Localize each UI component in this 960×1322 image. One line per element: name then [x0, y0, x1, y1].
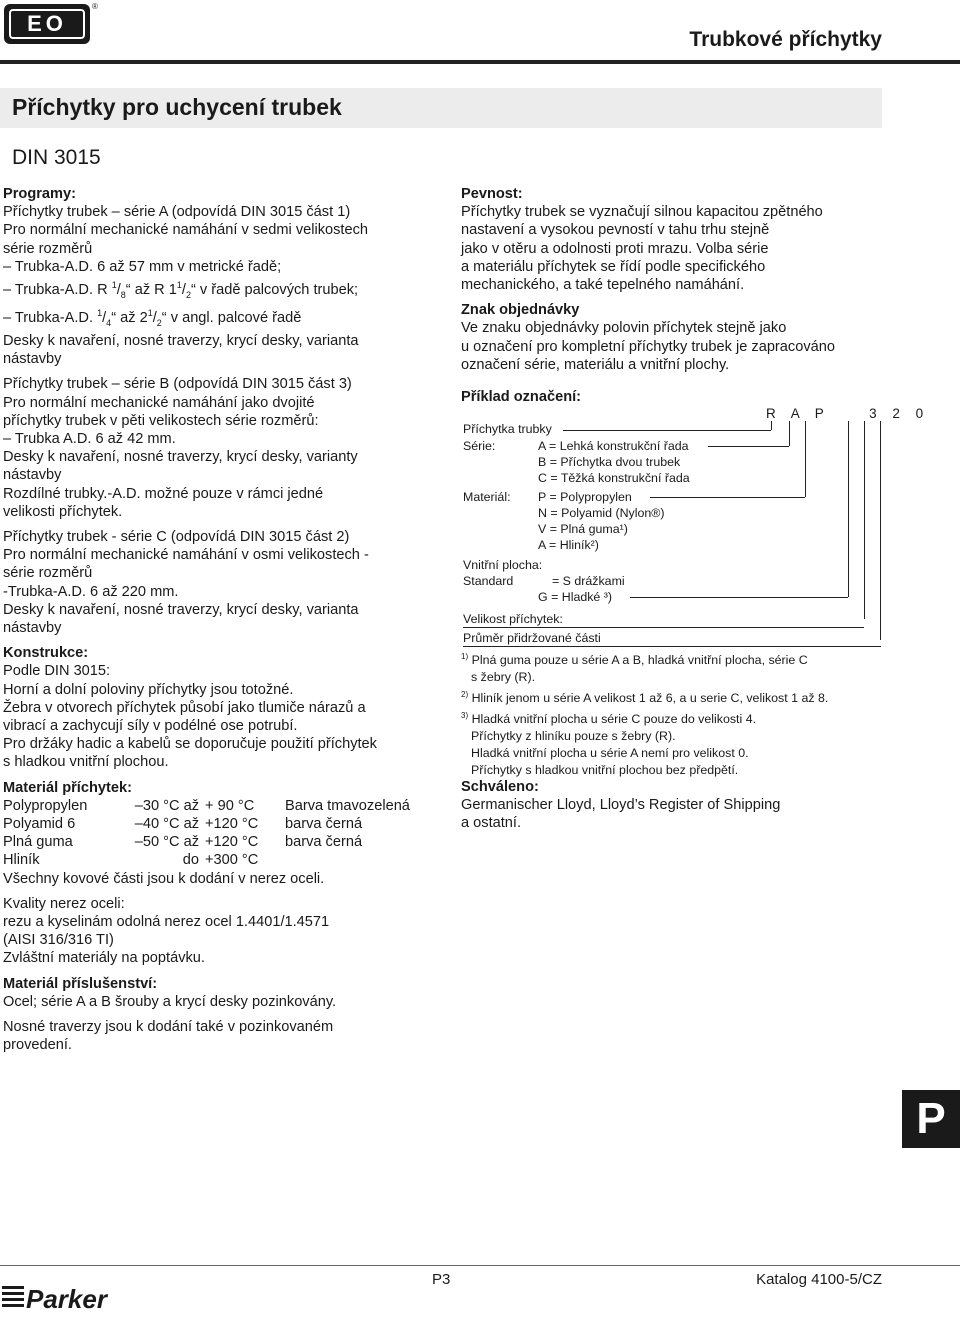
order-code-text: označení série, materiálu a vnitřní plochy. — [461, 356, 730, 373]
connector-line — [864, 421, 865, 619]
material-from: –50 °C až — [134, 834, 199, 851]
strength-text: nastavení a vysokou pevností v tahu trhu stejně — [461, 222, 770, 239]
series-b-text: Pro normální mechanické namáhání jako dvojité — [3, 394, 315, 411]
construction-text: Pro držáky hadic a kabelů se doporučuje použití příchytek — [3, 736, 377, 753]
material-to: +120 °C — [205, 834, 259, 851]
registered-mark: ® — [92, 2, 98, 11]
accessories-text: provedení. — [3, 1037, 72, 1054]
connector-line — [805, 421, 806, 497]
code-digits: 3 2 0 — [869, 406, 930, 421]
series-a-inch-line: – Trubka-A.D. R $^1/_8“$ až R $1^1/_2“$ v řadě palcových trubek; — [3, 280, 359, 300]
material-name: Polyamid 6 — [3, 816, 76, 833]
series-c-text: Pro normální mechanické namáhání v osmi velikostech - — [3, 547, 369, 564]
series-c-title: Příchytky trubek - série C (odpovídá DIN 3015 část 2) — [3, 528, 350, 545]
series-a-text: série rozměrů — [3, 240, 93, 257]
series-c-text: Desky k navaření, nosné traverzy, krycí desky, varianta — [3, 601, 359, 618]
series-b-text: příchytky trubek v pěti velikostech série rozměrů: — [3, 412, 319, 429]
series-a-text: nástavby — [3, 351, 62, 368]
material-to: + 90 °C — [205, 797, 255, 814]
series-a-text: Pro normální mechanické namáhání v sedmi velikostech — [3, 222, 369, 239]
catalog-number: Katalog 4100-5/CZ — [756, 1271, 882, 1288]
footnote-3-cont: Příchytky z hliníku pouze s žebry (R). — [471, 729, 676, 744]
material-name: Polypropylen — [3, 797, 88, 814]
eo-logo — [4, 4, 90, 44]
material-name: Plná guma — [3, 834, 73, 851]
page-header-title: Trubkové příchytky — [689, 28, 882, 51]
order-code-text: Ve znaku objednávky polovin příchytek stejně jako — [461, 320, 787, 337]
strength-text: a materiálu příchytek se řídí podle specifického — [461, 258, 766, 275]
series-c-text: série rozměrů — [3, 565, 93, 582]
material-v-option: V = Plná guma¹) — [538, 522, 628, 536]
standard-label: DIN 3015 — [12, 146, 101, 169]
accessories-heading: Materiál příslušenství: — [3, 975, 158, 992]
table-row — [3, 797, 410, 815]
inner-surface-g-option: G = Hladké ³) — [538, 590, 613, 604]
connector-line — [563, 430, 771, 431]
series-a-option: A = Lehká konstrukční řada — [538, 439, 689, 453]
material-color — [285, 851, 410, 869]
clamp-label: Příchytka trubky — [463, 422, 552, 436]
material-to: +300 °C — [205, 852, 259, 869]
strength-text: mechanického, a také tepelného namáhání. — [461, 277, 745, 294]
parker-logo-graphic — [2, 1278, 124, 1316]
footnote-3: $^{3)}$ Hladká vnitřní plocha u série C pouze do velikosti 4. — [461, 711, 757, 727]
connector-line — [463, 627, 864, 628]
material-color: barva černá — [285, 834, 363, 851]
section-tab: P — [902, 1090, 960, 1148]
steel-quality-text: Kvality nerez oceli: — [3, 895, 125, 912]
strength-heading: Pevnost: — [461, 186, 523, 202]
series-b-option: B = Příchytka dvou trubek — [538, 455, 681, 469]
example-code — [766, 406, 929, 421]
series-c-text: -Trubka-A.D. 6 až 220 mm. — [3, 583, 179, 600]
example-heading: Příklad označení: — [461, 389, 582, 406]
series-label: Série: — [463, 439, 496, 453]
connector-line — [848, 421, 849, 597]
series-b-text: Rozdílné trubky.-A.D. možné pouze v rámci jedné — [3, 485, 324, 502]
series-a-title: Příchytky trubek – série A (odpovídá DIN 3015 část 1) — [3, 204, 351, 221]
series-b-text: velikosti příchytek. — [3, 503, 123, 520]
order-code-text: u označení pro kompletní příchytky trubek je zapracováno — [461, 338, 835, 355]
programs-heading: Programy: — [3, 186, 76, 202]
material-heading: Materiál příchytek: — [3, 779, 132, 796]
parker-logo — [2, 1278, 124, 1316]
accessories-text: Ocel; série A a B šrouby a krycí desky pozinkovány. — [3, 993, 337, 1010]
material-label: Materiál: — [463, 490, 511, 504]
inner-surface-s-option: = S drážkami — [552, 574, 625, 588]
table-row — [3, 815, 410, 833]
table-row — [3, 833, 410, 851]
standard-label: Standard — [463, 574, 514, 588]
approval-block — [461, 778, 891, 833]
series-a-text: – Trubka-A.D. 6 až 57 mm v metrické řadě; — [3, 258, 282, 275]
connector-line — [650, 497, 805, 498]
footnotes — [461, 646, 891, 779]
steel-quality-text: Zvláštní materiály na poptávku. — [3, 950, 205, 967]
diameter-label: Průměr přidržované části — [463, 631, 601, 645]
approval-heading: Schváleno: — [461, 779, 539, 795]
section-banner — [0, 88, 882, 128]
series-c-text: nástavby — [3, 620, 62, 636]
left-column — [3, 185, 423, 1054]
footnote-2: $^{2)}$ Hliník jenom u série A velikost 1 až 6, a u serie C, velikost 1 až 8. — [461, 690, 829, 706]
connector-line — [880, 421, 881, 640]
parker-logo-text: Parker — [26, 1284, 107, 1314]
approval-text: a ostatní. — [461, 815, 522, 832]
connector-line — [771, 421, 772, 430]
material-p-option: P = Polypropylen — [538, 490, 632, 504]
footnote-1-cont: s žebry (R). — [471, 670, 536, 685]
series-b-text: – Trubka A.D. 6 až 42 mm. — [3, 430, 176, 447]
connector-line — [789, 421, 790, 446]
material-to: +120 °C — [205, 816, 259, 833]
connector-line — [630, 597, 848, 598]
series-c-option: C = Těžká konstrukční řada — [538, 471, 690, 485]
footnote-3-cont: Hladká vnitřní plocha u série A nemí pro velikost 0. — [471, 746, 749, 761]
construction-text: s hladkou vnitřní plochou. — [3, 754, 169, 771]
construction-text: vibrací a zachycují síly v podélné ose potrubí. — [3, 718, 298, 735]
steel-quality-text: (AISI 316/316 TI) — [3, 932, 114, 949]
accessories-text: Nosné traverzy jsou k dodání také v pozinkovaném — [3, 1019, 334, 1036]
footer-rule — [0, 1265, 960, 1266]
section-title: Příchytky pro uchycení trubek — [12, 94, 342, 120]
series-b-title: Příchytky trubek – série B (odpovídá DIN 3015 část 3) — [3, 376, 352, 393]
construction-text: Podle DIN 3015: — [3, 663, 111, 680]
material-name: Hliník — [3, 852, 40, 869]
header-rule — [0, 60, 960, 64]
code-letters: R A P — [766, 406, 830, 421]
material-from: do — [182, 852, 199, 869]
material-color: barva černá — [285, 816, 363, 833]
material-from: –40 °C až — [134, 816, 199, 833]
series-b-text: nástavby — [3, 467, 62, 484]
material-color: Barva tmavozelená — [285, 797, 410, 814]
page-number: P3 — [432, 1271, 451, 1288]
eo-logo-text: EO — [9, 9, 85, 39]
series-a-text: Desky k navaření, nosné traverzy, krycí desky, varianta — [3, 332, 359, 349]
right-column — [461, 185, 891, 406]
construction-text: Žebra v otvorech příchytek působí jako tlumiče nárazů a — [3, 699, 366, 716]
connector-line — [708, 446, 789, 447]
footnote-1: $^{1)}$ Plná guma pouze u série A a B, hladká vnitřní plocha, série C — [461, 652, 808, 668]
construction-heading: Konstrukce: — [3, 645, 89, 662]
series-a-inch-line: – Trubka-A.D. $^1/_4“$ až $2^1/_2“$ v angl. palcové řadě — [3, 307, 302, 328]
series-b-text: Desky k navaření, nosné traverzy, krycí desky, varianty — [3, 449, 358, 466]
material-n-option: N = Polyamid (Nylon®) — [538, 506, 665, 520]
strength-text: jako v otěru a odolnosti proti mrazu. Volba série — [461, 240, 769, 257]
material-note: Všechny kovové části jsou k dodání v nerez oceli. — [3, 870, 325, 887]
approval-text: Germanischer Lloyd, Lloyd’s Register of Shipping — [461, 797, 781, 814]
footnote-3-cont: Příchytky s hladkou vnitřní plochou bez předpětí. — [471, 763, 739, 778]
order-code-heading: Znak objednávky — [461, 302, 580, 319]
steel-quality-text: rezu a kyselinám odolná nerez ocel 1.4401/1.4571 — [3, 914, 330, 931]
material-a-option: A = Hliník²) — [538, 538, 599, 552]
material-table — [3, 797, 410, 870]
material-from: –30 °C až — [134, 797, 199, 814]
inner-surface-label: Vnitřní plocha: — [463, 558, 543, 572]
construction-text: Horní a dolní poloviny příchytky jsou totožné. — [3, 681, 294, 698]
strength-text: Příchytky trubek se vyznačují silnou kapacitou zpětného — [461, 204, 823, 221]
size-label: Velikost příchytek: — [463, 612, 563, 626]
table-row — [3, 851, 410, 869]
